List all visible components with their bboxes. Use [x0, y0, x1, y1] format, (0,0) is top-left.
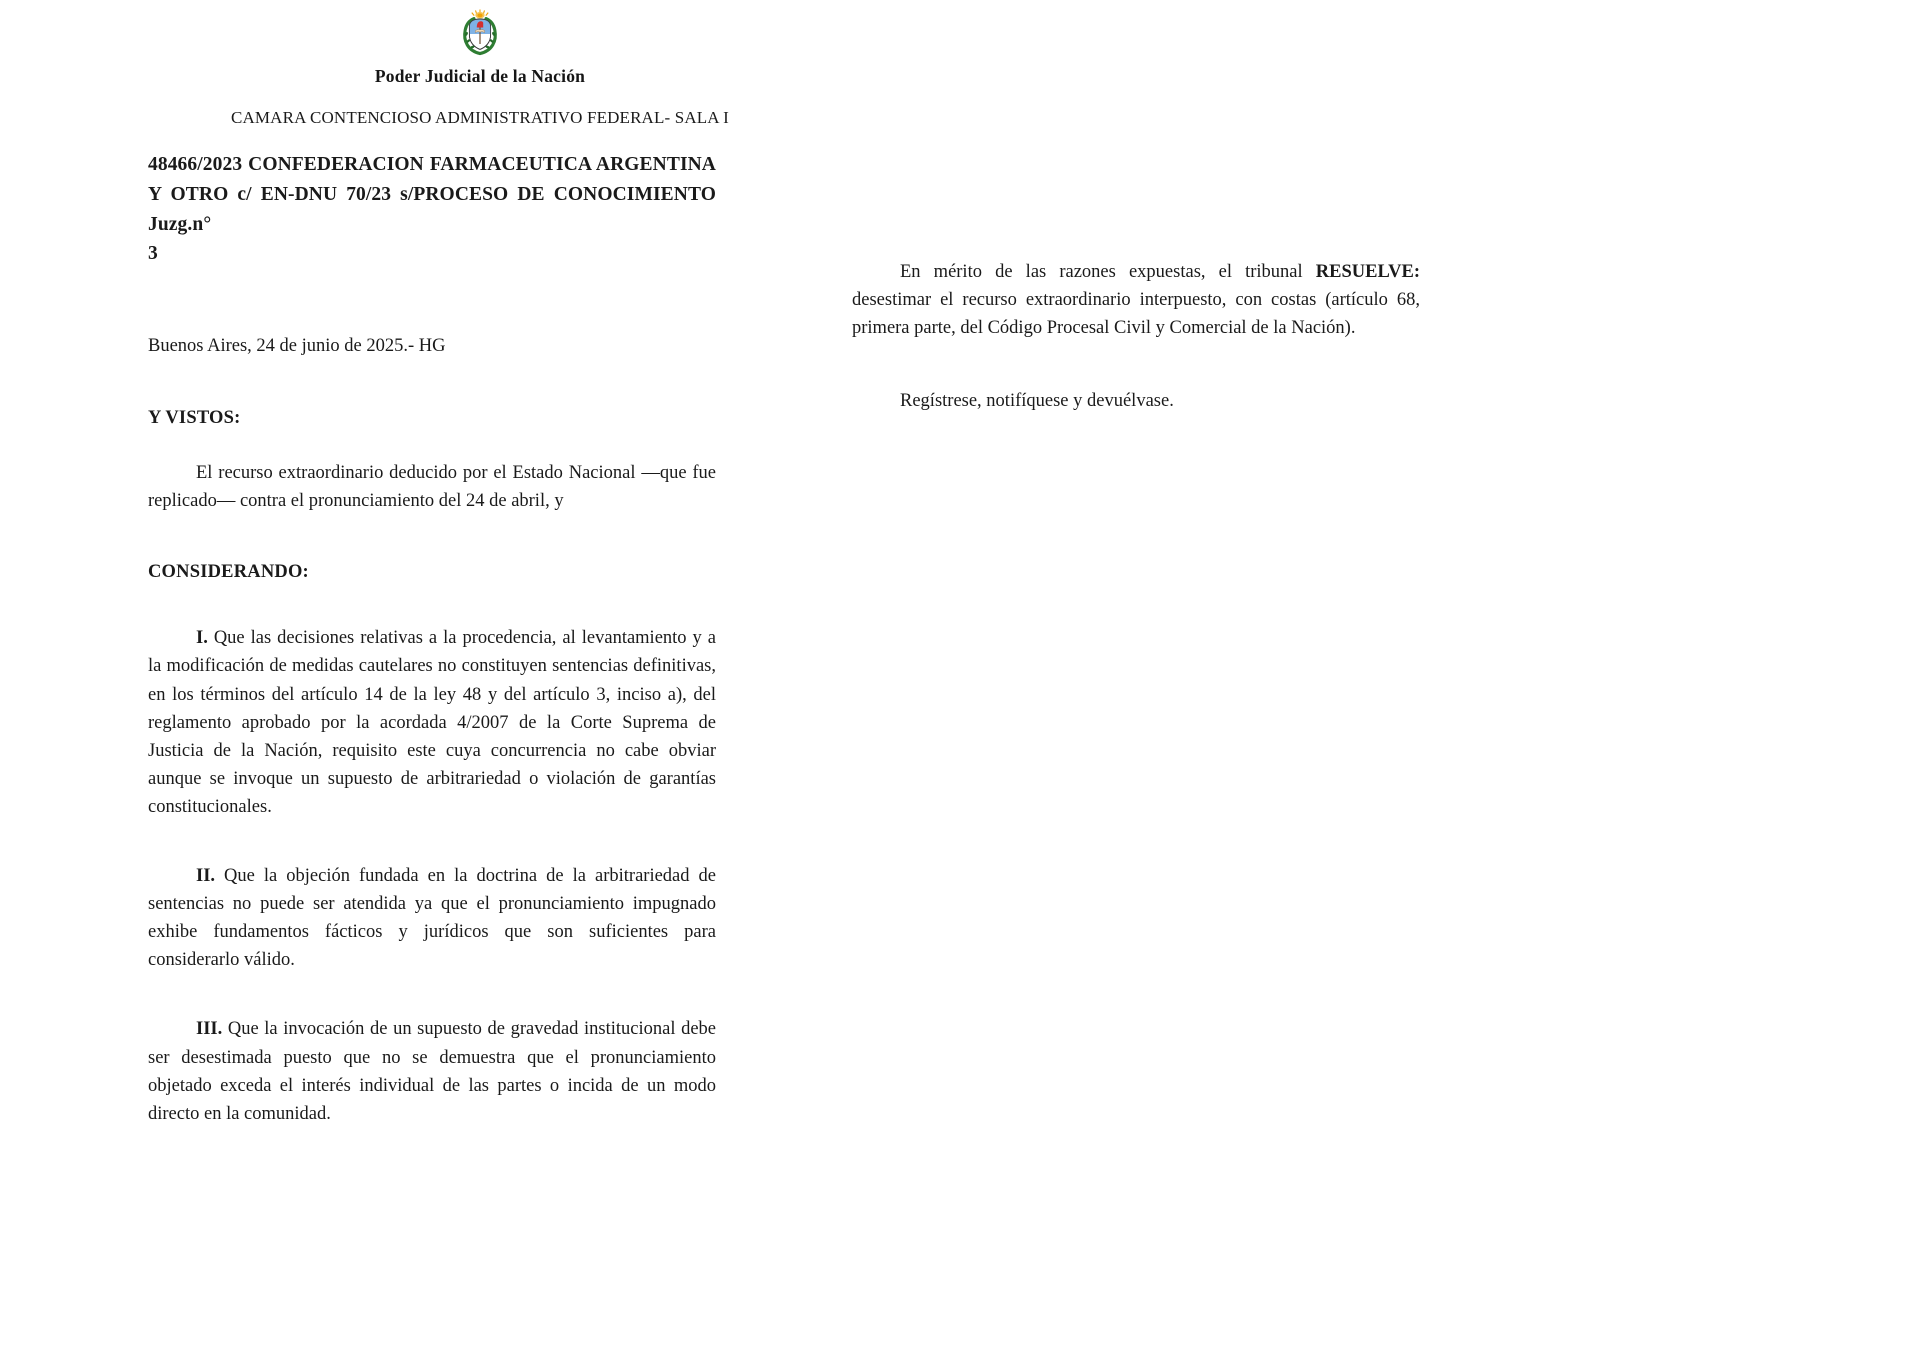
place-and-date: Buenos Aires, 24 de junio de 2025.- HG: [148, 336, 446, 357]
considerando-numeral-1: I.: [196, 628, 208, 649]
considerando-text-2: Que la objeción fundada en la doctrina de la arbitrariedad de sentencias no puede ser atendida ya que el pronunciamiento impugnado exhibe fundamentos fácticos y jurídicos que son suficientes para considerarlo válido.: [148, 866, 716, 971]
vistos-paragraph-line-a: El recurso extraordinario deducido por el Estado Nacional —que fue: [196, 463, 716, 484]
vistos-paragraph-line-b: replicado— contra el pronunciamiento del 24 de abril, y: [148, 491, 564, 512]
considerando-numeral-2: II.: [196, 866, 216, 887]
case-caption-tail: 3: [148, 243, 158, 265]
resolution-body: desestimar el recurso extraordinario interpuesto, con costas (artículo 68, primera parte, del Código Procesal Civil y Comercial de la Nación).: [852, 290, 1420, 339]
court-chamber-line: CAMARA CONTENCIOSO ADMINISTRATIVO FEDERAL- SALA I: [230, 108, 729, 127]
considerando-heading: CONSIDERANDO:: [148, 562, 309, 583]
considerando-text-3: Que la invocación de un supuesto de gravedad institucional debe ser desestimada puesto que no se demuestra que el pronunciamiento objetado exceda el interés individual de las partes o incida de un modo directo en la comunidad.: [148, 1019, 716, 1124]
considerando-numeral-3: III.: [196, 1019, 223, 1040]
case-caption: [148, 150, 716, 269]
resuelve-keyword: RESUELVE:: [1315, 262, 1420, 282]
considerando-item-2: [148, 862, 716, 974]
page-right: [960, 0, 1920, 1346]
considerando-item-1: [148, 624, 716, 821]
masthead: [0, 0, 960, 87]
left-page-body: [148, 150, 716, 1128]
considerando-text-1: Que las decisiones relativas a la procedencia, al levantamiento y a la modificación de medidas cautelares no constituyen sentencias definitivas, en los términos del artículo 14 de la ley 48 y del artículo 3, inciso a), del reglamento aprobado por la acordada 4/2007 de la Corte Suprema de Justicia de la Nación, requisito este cuya concurrencia no cabe obviar aunque se invoque un supuesto de arbitrariedad o violación de garantías constitucionales.: [148, 628, 716, 817]
considerando-item-3: [148, 1015, 716, 1127]
vistos-paragraph: [148, 459, 716, 515]
institution-title: Poder Judicial de la Nación: [374, 66, 586, 86]
resolution-intro: En mérito de las razones expuestas, el tribunal: [900, 262, 1316, 282]
case-caption-main: 48466/2023 CONFEDERACION FARMACEUTICA ARGENTINA Y OTRO c/ EN-DNU 70/23 s/PROCESO DE CONOCIMIENTO Juzg.n°: [148, 154, 716, 235]
notification-line: Regístrese, notifíquese y devuélvase.: [900, 391, 1174, 412]
argentine-coat-of-arms-icon: [0, 8, 960, 58]
vistos-heading: Y VISTOS:: [148, 408, 241, 429]
